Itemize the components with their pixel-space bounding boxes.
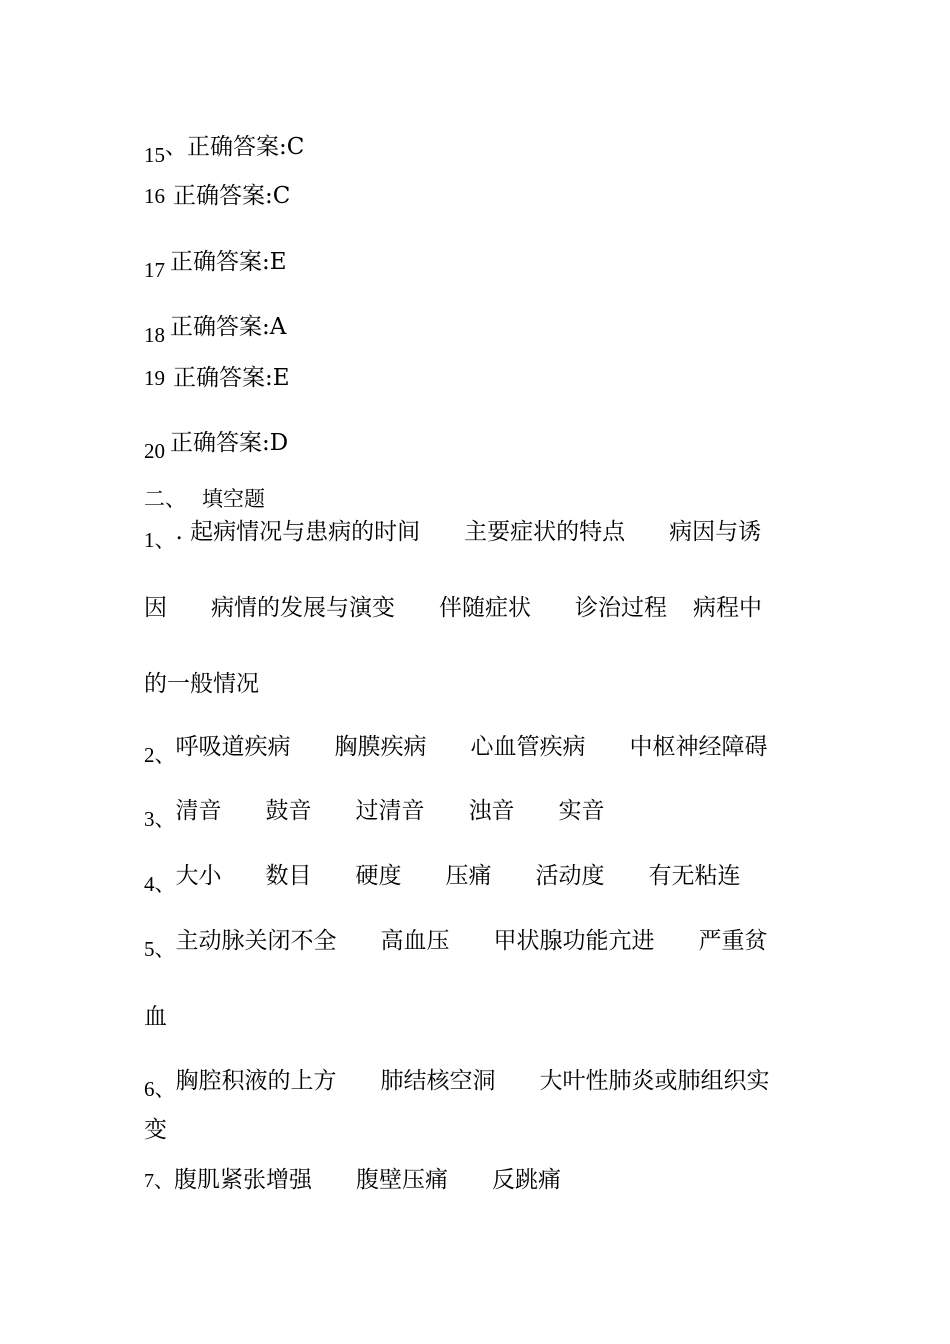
fill-answer: 变 bbox=[144, 1117, 167, 1143]
answer-text: 正确答案:A bbox=[170, 314, 287, 340]
answer-line-17 bbox=[144, 249, 287, 282]
fill-answer: 大叶性肺炎或肺组织实 bbox=[539, 1068, 770, 1094]
answer-text: 正确答案:C bbox=[187, 134, 305, 160]
fill-answer: 主动脉关闭不全 bbox=[175, 928, 337, 954]
fill-answer: 病情的发展与演变 bbox=[211, 595, 395, 621]
answer-line-15 bbox=[144, 134, 305, 167]
answer-text: 正确答案:E bbox=[170, 249, 287, 275]
fill-answer: 压痛 bbox=[445, 863, 492, 889]
answer-text: 正确答案:C bbox=[173, 183, 291, 209]
fill-prefix: . bbox=[175, 519, 191, 545]
answer-line-19 bbox=[144, 367, 290, 390]
section-index: 二、 bbox=[144, 487, 186, 511]
fill-answer: 病因与诱 bbox=[669, 519, 762, 545]
fill-answer: 严重贫 bbox=[698, 928, 768, 954]
fill-item-6-line-1 bbox=[144, 1068, 770, 1101]
fill-answer: 鼓音 bbox=[265, 798, 312, 824]
answer-number: 15 bbox=[144, 143, 165, 167]
fill-item-4 bbox=[144, 863, 741, 896]
fill-answer: 肺结核空洞 bbox=[380, 1068, 496, 1094]
fill-answer: 高血压 bbox=[380, 928, 450, 954]
fill-item-1-line-1 bbox=[144, 519, 762, 552]
answer-separator: 、 bbox=[165, 135, 188, 160]
fill-answer: 的一般情况 bbox=[144, 671, 259, 697]
fill-item-5-line-1 bbox=[144, 928, 768, 961]
fill-number: 5、 bbox=[144, 937, 176, 961]
fill-item-7 bbox=[144, 1169, 561, 1192]
fill-number: 6、 bbox=[144, 1077, 176, 1101]
answer-number: 18 bbox=[144, 323, 165, 347]
answer-text: 正确答案:E bbox=[173, 365, 290, 391]
fill-answer: 腹壁压痛 bbox=[356, 1167, 448, 1193]
fill-answer: 大小 bbox=[175, 863, 222, 889]
fill-answer: 浊音 bbox=[468, 798, 515, 824]
fill-item-1-line-3 bbox=[144, 673, 259, 696]
fill-answer: 甲状腺功能亢进 bbox=[493, 928, 655, 954]
fill-answer: 主要症状的特点 bbox=[464, 519, 626, 545]
fill-number: 4、 bbox=[144, 872, 176, 896]
fill-answer: 硬度 bbox=[355, 863, 402, 889]
fill-answer: 血 bbox=[144, 1004, 167, 1030]
fill-answer: 实音 bbox=[558, 798, 605, 824]
fill-answer: 病程中 bbox=[693, 595, 762, 621]
fill-answer: 活动度 bbox=[535, 863, 605, 889]
section-title: 填空题 bbox=[202, 487, 265, 511]
answer-text: 正确答案:D bbox=[170, 430, 289, 456]
fill-answer: 反跳痛 bbox=[492, 1167, 561, 1193]
fill-item-2 bbox=[144, 734, 768, 767]
fill-item-3 bbox=[144, 798, 605, 831]
fill-number: 2、 bbox=[144, 743, 176, 767]
fill-answer: 清音 bbox=[175, 798, 222, 824]
answer-line-16 bbox=[144, 185, 290, 208]
fill-answer: 诊治过程 bbox=[575, 595, 667, 621]
answer-number: 16 bbox=[144, 184, 165, 208]
fill-answer: 伴随症状 bbox=[439, 595, 531, 621]
fill-number: 3、 bbox=[144, 807, 176, 831]
fill-answer: 腹肌紧张增强 bbox=[174, 1167, 312, 1193]
fill-number: 7、 bbox=[144, 1170, 174, 1192]
section-heading bbox=[144, 489, 265, 510]
fill-item-5-line-2 bbox=[144, 1006, 167, 1029]
answer-number: 19 bbox=[144, 366, 165, 390]
fill-item-1-line-2 bbox=[144, 597, 762, 620]
fill-answer: 胸腔积液的上方 bbox=[175, 1068, 337, 1094]
fill-answer: 中枢神经障碍 bbox=[629, 734, 768, 760]
fill-answer: 过清音 bbox=[355, 798, 425, 824]
fill-answer: 呼吸道疾病 bbox=[175, 734, 291, 760]
fill-answer: 有无粘连 bbox=[648, 863, 741, 889]
answer-number: 17 bbox=[144, 258, 165, 282]
fill-answer: 起病情况与患病的时间 bbox=[190, 519, 421, 545]
answer-line-18 bbox=[144, 314, 287, 347]
fill-item-6-line-2 bbox=[144, 1119, 167, 1142]
fill-number: 1、 bbox=[144, 528, 176, 552]
answer-number: 20 bbox=[144, 439, 165, 463]
fill-answer: 心血管疾病 bbox=[470, 734, 586, 760]
fill-answer: 数目 bbox=[265, 863, 312, 889]
answer-line-20 bbox=[144, 430, 289, 463]
fill-answer: 因 bbox=[144, 595, 167, 621]
fill-answer: 胸膜疾病 bbox=[334, 734, 427, 760]
